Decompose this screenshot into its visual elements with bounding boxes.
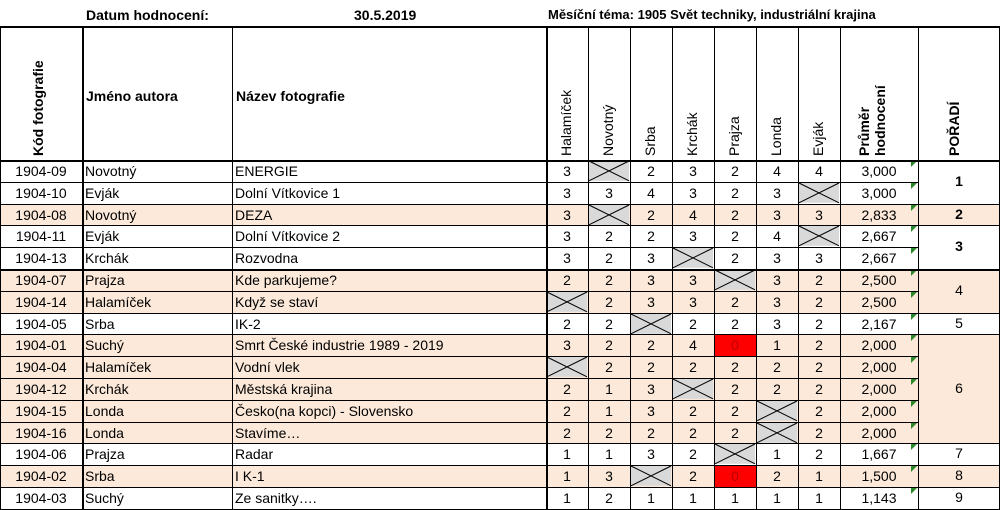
average-score: 2,167 [861, 315, 897, 332]
average-score: 2,000 [861, 402, 897, 419]
photo-title: Vodní vlek [235, 359, 300, 376]
rank-value: 8 [918, 465, 1000, 487]
rank-value: 5 [955, 314, 963, 331]
header-code-label: Kód fotografie [30, 60, 46, 156]
judge-score: 1 [773, 337, 781, 354]
excluded-score-cross [630, 313, 672, 335]
average-score: 1,143 [861, 490, 897, 506]
judge-score: 3 [563, 337, 571, 354]
judge-score: 3 [815, 206, 823, 223]
average-score: 2,667 [861, 228, 897, 245]
grid-line-v [918, 26, 919, 509]
photo-code: 1904-07 [15, 272, 67, 288]
judge-score: 3 [689, 163, 697, 179]
author-name: Prajza [85, 446, 125, 463]
judge-score: 3 [773, 315, 781, 332]
photo-code: 1904-02 [15, 468, 67, 485]
photo-title: Dolní Vítkovice 2 [235, 228, 341, 245]
photo-title: Radar [235, 446, 274, 463]
excluded-score-cross [672, 247, 714, 269]
photo-title: Dolní Vítkovice 1 [235, 184, 341, 201]
photo-title: Česko(na kopci) - Slovensko [235, 402, 414, 419]
judge-score: 3 [689, 184, 697, 201]
photo-title: Městská krajina [235, 381, 333, 397]
judge-score: 4 [773, 163, 781, 179]
judge-score: 4 [773, 228, 781, 245]
average-score: 1,500 [861, 468, 897, 485]
grid-line-v [840, 26, 841, 509]
grid-line-h [0, 487, 1000, 488]
judge-score: 2 [731, 402, 739, 419]
average-score: 2,000 [861, 359, 897, 376]
judge-score: 3 [773, 184, 781, 201]
judge-score: 1 [689, 490, 697, 506]
author-name: Halamíček [85, 293, 152, 310]
judge-score: 1 [563, 468, 571, 485]
judge-score: 2 [605, 272, 613, 288]
judge-score: 3 [647, 250, 655, 267]
photo-title: I K-1 [235, 468, 265, 485]
grid-line-h [0, 443, 1000, 444]
judge-score: 2 [815, 272, 823, 288]
excluded-score-cross [546, 291, 588, 313]
grid-line-h [0, 334, 1000, 335]
judge-score: 2 [647, 206, 655, 223]
header-judge [798, 26, 840, 160]
judge-score: 2 [605, 228, 613, 245]
judge-score: 3 [605, 468, 613, 485]
judge-score: 1 [815, 490, 823, 506]
judge-score: 1 [815, 468, 823, 485]
average-score: 2,000 [861, 337, 897, 354]
judge-score: 2 [605, 315, 613, 332]
photo-code: 1904-04 [15, 359, 67, 376]
date-label: Datum hodnocení: [86, 7, 209, 23]
judge-score: 4 [689, 206, 697, 223]
judge-score: 1 [605, 381, 613, 397]
excluded-score-cross [714, 443, 756, 465]
judge-score: 3 [605, 184, 613, 201]
judge-score: 2 [647, 228, 655, 245]
judge-score: 3 [647, 381, 655, 397]
excluded-score-cross [798, 225, 840, 247]
grid-line-h [0, 422, 918, 423]
judge-score: 3 [647, 272, 655, 288]
judge-name: Krchák [684, 112, 700, 156]
photo-title: Kde parkujeme? [235, 272, 337, 288]
judge-score: 2 [605, 293, 613, 310]
header-average-label: Průměr hodnocení [856, 85, 888, 156]
grid-line-v [672, 26, 673, 509]
photo-code: 1904-06 [15, 446, 67, 463]
judge-score: 3 [815, 250, 823, 267]
average-score: 2,833 [861, 206, 897, 223]
judge-score: 1 [773, 490, 781, 506]
results-table [0, 26, 1000, 509]
grid-line-h [0, 225, 1000, 226]
grid-line-v [588, 26, 589, 509]
photo-code: 1904-12 [15, 381, 67, 397]
author-name: Srba [85, 315, 115, 332]
judge-score: 1 [605, 446, 613, 463]
header-rank [918, 26, 1000, 160]
average-score: 2,667 [861, 250, 897, 267]
judge-score: 2 [731, 424, 739, 441]
author-name: Evják [85, 228, 120, 245]
judge-score: 3 [773, 250, 781, 267]
comment-marker [911, 423, 917, 429]
header-judge [714, 26, 756, 160]
grid-line-h [0, 26, 1000, 28]
comment-marker [911, 292, 917, 298]
author-name: Prajza [85, 272, 125, 288]
judge-score: 1 [605, 402, 613, 419]
photo-title: Smrt České industrie 1989 - 2019 [235, 337, 444, 354]
judge-score: 3 [563, 184, 571, 201]
header-title: Název fotografie [236, 88, 345, 104]
grid-line-h [0, 247, 918, 248]
rank-value: 9 [955, 489, 963, 505]
judge-score: 1 [563, 490, 571, 506]
judge-score: 3 [563, 206, 571, 223]
excluded-score-cross [798, 182, 840, 204]
author-name: Novotný [85, 163, 137, 179]
photo-code: 1904-10 [15, 184, 67, 201]
judge-score: 4 [815, 163, 823, 179]
judge-score: 2 [689, 446, 697, 463]
judge-score: 2 [815, 424, 823, 441]
header-judge [672, 26, 714, 160]
photo-code: 1904-15 [15, 402, 67, 419]
date-value: 30.5.2019 [354, 7, 417, 23]
excluded-score-cross [588, 204, 630, 226]
rank-value: 2 [918, 204, 1000, 226]
judge-score: 2 [815, 402, 823, 419]
judge-score: 2 [647, 424, 655, 441]
header-judge [756, 26, 798, 160]
header-judge [630, 26, 672, 160]
excluded-score-cross [672, 378, 714, 400]
comment-marker [911, 248, 917, 254]
judge-score: 3 [647, 402, 655, 419]
judge-name: Londa [768, 117, 784, 156]
judge-score: 2 [647, 359, 655, 376]
grid-line-v [798, 26, 799, 509]
judge-score: 2 [731, 228, 739, 245]
photo-code: 1904-16 [15, 424, 67, 441]
photo-code: 1904-13 [15, 250, 67, 267]
judge-score: 0 [714, 465, 756, 487]
grid-line-v [232, 26, 233, 509]
grid-line-h [0, 313, 1000, 314]
grid-line-h [0, 291, 918, 292]
header-judge [588, 26, 630, 160]
judge-score: 3 [773, 206, 781, 223]
judge-score: 2 [731, 163, 739, 179]
rank-value: 7 [955, 445, 963, 462]
judge-score: 2 [773, 468, 781, 485]
comment-marker [911, 466, 917, 472]
photo-title: Rozvodna [235, 250, 299, 267]
judge-score: 2 [689, 359, 697, 376]
author-name: Suchý [85, 490, 124, 506]
judge-score: 2 [563, 424, 571, 441]
judge-score: 3 [689, 293, 697, 310]
author-name: Londa [85, 402, 124, 419]
grid-line-h [0, 400, 918, 401]
comment-marker [911, 183, 917, 189]
judge-score: 2 [815, 315, 823, 332]
judge-score: 2 [815, 337, 823, 354]
judge-score: 3 [773, 272, 781, 288]
judge-score: 2 [563, 402, 571, 419]
header-judge [546, 26, 588, 160]
rank-value: 1 [955, 173, 963, 189]
photo-title: DEZA [235, 206, 273, 223]
author-name: Srba [85, 468, 115, 485]
judge-score: 2 [605, 424, 613, 441]
judge-score: 2 [605, 250, 613, 267]
judge-score: 2 [731, 293, 739, 310]
grid-line-v [82, 26, 84, 509]
comment-marker [911, 205, 917, 211]
grid-line-v [756, 26, 757, 509]
judge-score: 2 [773, 381, 781, 397]
rank-value: 4 [918, 269, 1000, 313]
excluded-score-cross [630, 465, 672, 487]
judge-score: 3 [563, 163, 571, 179]
grid-line-h [0, 356, 918, 357]
judge-score: 2 [689, 424, 697, 441]
author-name: Halamíček [85, 359, 152, 376]
average-score: 3,000 [861, 163, 897, 179]
judge-score: 2 [815, 359, 823, 376]
excluded-score-cross [714, 269, 756, 291]
judge-score: 3 [647, 293, 655, 310]
excluded-score-cross [756, 400, 798, 422]
photo-code: 1904-14 [15, 293, 67, 310]
photo-code: 1904-11 [15, 228, 67, 245]
judge-score: 3 [563, 228, 571, 245]
judge-score: 2 [773, 359, 781, 376]
excluded-score-cross [756, 422, 798, 444]
judge-score: 0 [714, 334, 756, 356]
judge-name: Prajza [726, 116, 742, 156]
photo-title: ENERGIE [235, 163, 299, 179]
grid-line-h [0, 269, 1000, 271]
photo-code: 1904-03 [15, 490, 67, 506]
author-name: Krchák [85, 250, 129, 267]
judge-name: Evják [810, 121, 826, 156]
comment-marker [911, 314, 917, 320]
judge-name: Halamíček [558, 89, 574, 156]
judge-score: 2 [563, 381, 571, 397]
comment-marker [911, 379, 917, 385]
comment-marker [911, 488, 917, 494]
grid-line-v [0, 26, 1, 509]
grid-line-h [0, 182, 918, 183]
judge-score: 4 [647, 184, 655, 201]
grid-line-v [630, 26, 631, 509]
photo-code: 1904-08 [15, 206, 67, 223]
average-score: 2,000 [861, 381, 897, 397]
judge-score: 2 [605, 359, 613, 376]
judge-score: 1 [731, 490, 739, 506]
judge-score: 3 [647, 446, 655, 463]
comment-marker [911, 401, 917, 407]
photo-title: IK-2 [235, 315, 261, 332]
judge-score: 1 [563, 446, 571, 463]
judge-score: 2 [815, 293, 823, 310]
judge-name: Novotný [600, 104, 616, 156]
comment-marker [911, 444, 917, 450]
header-rank-label: POŘADÍ [946, 101, 962, 156]
photo-code: 1904-09 [15, 163, 67, 179]
comment-marker [911, 226, 917, 232]
header-average [840, 26, 918, 160]
excluded-score-cross [546, 356, 588, 378]
judge-score: 2 [731, 250, 739, 267]
average-score: 2,500 [861, 272, 897, 288]
grid-line-h [0, 378, 918, 379]
author-name: Evják [85, 184, 120, 201]
photo-title: Když se staví [235, 293, 319, 310]
judge-score: 2 [731, 381, 739, 397]
judge-score: 2 [647, 337, 655, 354]
photo-title: Stavíme… [235, 424, 301, 441]
photo-code: 1904-05 [15, 315, 67, 332]
judge-score: 2 [647, 163, 655, 179]
judge-score: 2 [605, 490, 613, 506]
header-author: Jméno autora [86, 88, 178, 104]
judge-score: 2 [563, 272, 571, 288]
judge-score: 1 [773, 446, 781, 463]
excluded-score-cross [588, 160, 630, 182]
average-score: 1,667 [861, 446, 897, 463]
comment-marker [911, 357, 917, 363]
judge-score: 2 [815, 446, 823, 463]
comment-marker [911, 335, 917, 341]
author-name: Krchák [85, 381, 129, 397]
grid-line-v [546, 26, 548, 509]
grid-line-h [0, 160, 1000, 162]
average-score: 2,000 [861, 424, 897, 441]
judge-score: 2 [689, 315, 697, 332]
average-score: 3,000 [861, 184, 897, 201]
judge-score: 2 [689, 402, 697, 419]
judge-score: 2 [563, 315, 571, 332]
judge-score: 3 [689, 228, 697, 245]
judge-score: 2 [731, 359, 739, 376]
photo-title: Ze sanitky…. [235, 490, 317, 506]
author-name: Londa [85, 424, 124, 441]
author-name: Suchý [85, 337, 124, 354]
judge-score: 3 [689, 272, 697, 288]
average-score: 2,500 [861, 293, 897, 310]
monthly-theme: Měsíční téma: 1905 Svět techniky, industriální krajina [548, 7, 876, 22]
grid-line-v [714, 26, 715, 509]
judge-score: 3 [563, 250, 571, 267]
judge-score: 4 [689, 337, 697, 354]
judge-score: 2 [731, 184, 739, 201]
judge-score: 2 [815, 381, 823, 397]
judge-score: 2 [605, 337, 613, 354]
judge-score: 1 [647, 490, 655, 506]
author-name: Novotný [85, 206, 137, 223]
judge-score: 2 [731, 206, 739, 223]
grid-line-h [0, 465, 1000, 466]
judge-score: 2 [731, 315, 739, 332]
photo-code: 1904-01 [15, 337, 67, 354]
rank-value: 3 [955, 238, 963, 255]
judge-score: 2 [689, 468, 697, 485]
header-code [0, 26, 82, 160]
judge-name: Srba [642, 126, 658, 156]
grid-line-h [0, 204, 1000, 205]
rank-value: 6 [918, 334, 1000, 443]
judge-score: 3 [773, 293, 781, 310]
